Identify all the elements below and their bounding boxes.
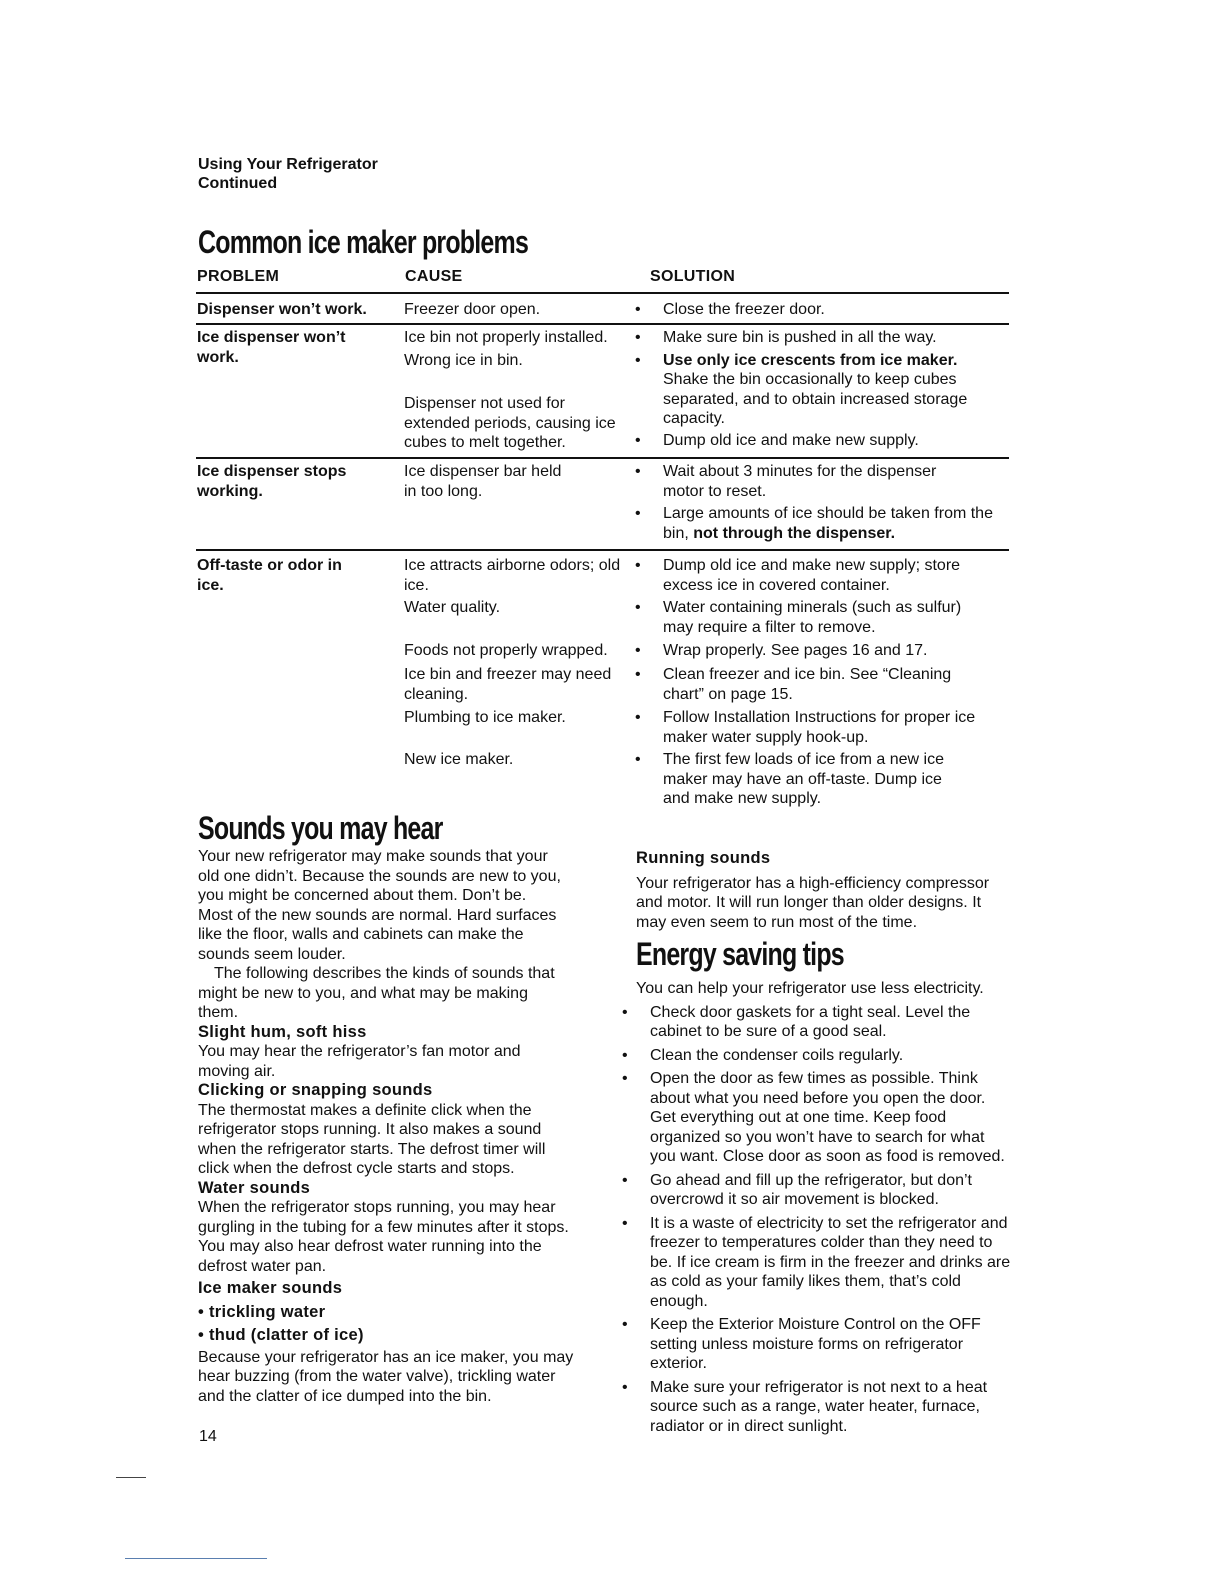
header-cause: CAUSE	[405, 268, 463, 285]
row4-solution-5: • Follow Installation Instructions for proper ice maker water supply hook-up.	[635, 709, 976, 746]
energy-tip: • Make sure your refrigerator is not next to a heat source such as a range, water heater, furnace, radiator or in direct sunlight.	[622, 1378, 988, 1435]
ice-sounds-bullet-2: • thud (clatter of ice)	[198, 1326, 364, 1344]
header-solution: SOLUTION	[650, 268, 736, 285]
row4-cause-2: Water quality.	[404, 599, 501, 616]
energy-tip: • It is a waste of electricity to set the refrigerator and freezer to temperatures colder than they need to be. If ice cream is firm in the freezer and drinks are as cold as your family likes them, that’s cold enough.	[622, 1214, 1011, 1310]
row4-cause-3: Foods not properly wrapped.	[404, 642, 608, 659]
row4-cause-1: Ice attracts airborne odors; old ice.	[404, 557, 621, 594]
sounds-intro-2: The following describes the kinds of sounds that might be new to you, and what may be making them.	[198, 965, 555, 1021]
scan-edge-line	[125, 1558, 267, 1559]
table-rule	[196, 549, 1009, 551]
energy-tip: • Clean the condenser coils regularly.	[622, 1046, 904, 1064]
header-problem: PROBLEM	[197, 268, 280, 285]
row1-problem: Dispenser won’t work.	[197, 301, 367, 318]
row3-cause: Ice dispenser bar held in too long.	[404, 463, 562, 500]
sounds-title: Sounds you may hear	[198, 810, 443, 846]
hum-text: You may hear the refrigerator’s fan motor and moving air.	[198, 1043, 521, 1080]
running-sounds	[636, 849, 1014, 932]
row4-cause-6: New ice maker.	[404, 751, 514, 768]
row2-problem: Ice dispenser won’t work.	[197, 329, 346, 366]
ice-sounds-bullet-1: • trickling water	[198, 1302, 326, 1321]
energy-tip: • Check door gaskets for a tight seal. Level the cabinet to be sure of a good seal.	[622, 1003, 971, 1040]
sounds-left-column	[198, 847, 574, 1406]
table-rule	[196, 323, 1009, 325]
row4-cause-4: Ice bin and freezer may need cleaning.	[404, 666, 612, 703]
energy-intro: You can help your refrigerator use less electricity.	[636, 980, 984, 997]
row1-cause: Freezer door open.	[404, 301, 541, 318]
table-rule	[196, 292, 1009, 294]
row2-cause-1: Ice bin not properly installed.	[404, 329, 608, 346]
energy-tip: • Keep the Exterior Moisture Control on the OFF setting unless moisture forms on refrigerator exterior.	[622, 1316, 981, 1372]
energy-tip: • Open the door as few times as possible. Think about what you need before you open the door. Get everything out at one time. Keep food organized so you won’t have to search for what you want. Close door as soon as food is removed.	[622, 1070, 1005, 1165]
sounds-intro: Your new refrigerator may make sounds that your old one didn’t. Because the sounds are new to you, you might be concerned about them. Don’t be. Most of the new sounds are normal. Hard surfaces like the floor, walls and cabinets can make the sounds seem louder.	[198, 848, 561, 963]
ice-sounds-heading: Ice maker sounds	[198, 1279, 343, 1297]
row3-problem: Ice dispenser stops working.	[197, 463, 347, 500]
running-heading: Running sounds	[636, 849, 771, 867]
row4-solution-6: • The first few loads of ice from a new ice maker may have an off-taste. Dump ice and make new supply.	[635, 751, 944, 807]
row4-solution-1: • Dump old ice and make new supply; store excess ice in covered container.	[635, 557, 961, 594]
ice-maker-title: Common ice maker problems	[198, 224, 529, 260]
page-number: 14	[199, 1428, 217, 1445]
row4-solution-3: • Wrap properly. See pages 16 and 17.	[635, 642, 928, 659]
ice-sounds-text: Because your refrigerator has an ice maker, you may hear buzzing (from the water valve), trickling water and the clatter of ice dumped into the bin.	[198, 1348, 574, 1405]
row2-solutions: • Make sure bin is pushed in all the way. • Use only ice crescents from ice maker. Shake the bin occasionally to keep cubes separated, and to obtain increased storage capacity. • Dump old ice and make new supply.	[635, 329, 968, 449]
energy-tips	[622, 979, 1014, 1436]
row4-cause-5: Plumbing to ice maker.	[404, 709, 566, 726]
row2-cause-3: Dispenser not used for extended periods, causing ice cubes to melt together.	[404, 395, 616, 451]
hum-heading: Slight hum, soft hiss	[198, 1022, 367, 1041]
row3-solutions: • Wait about 3 minutes for the dispenser motor to reset. • Large amounts of ice should be taken from the bin, not through the dispenser.	[635, 463, 993, 542]
row4-problem: Off-taste or odor in ice.	[197, 557, 342, 594]
running-head-continued: Continued	[198, 175, 278, 192]
energy-tip: • Go ahead and fill up the refrigerator, but don’t overcrowd it so air movement is blocked.	[622, 1171, 972, 1208]
row4-solution-2: • Water containing minerals (such as sulfur) may require a filter to remove.	[635, 599, 962, 636]
scan-mark	[116, 1477, 146, 1478]
energy-title: Energy saving tips	[636, 936, 844, 972]
running-head	[198, 155, 378, 193]
running-text: Your refrigerator has a high-efficiency compressor and motor. It will run longer than older designs. It may even seem to run most of the time.	[636, 874, 990, 931]
water-text: When the refrigerator stops running, you may hear gurgling in the tubing for a few minutes after it stops. You may also hear defrost water running into the defrost water pan.	[198, 1199, 569, 1275]
row4-solution-4: • Clean freezer and ice bin. See “Cleaning chart” on page 15.	[635, 666, 952, 703]
click-heading: Clicking or snapping sounds	[198, 1081, 433, 1099]
click-text: The thermostat makes a definite click when the refrigerator stops running. It also makes a sound when the refrigerator starts. The defrost timer will click when the defrost cycle starts and stops.	[198, 1101, 546, 1177]
water-heading: Water sounds	[198, 1178, 311, 1197]
running-head-title: Using Your Refrigerator	[198, 156, 378, 173]
row2-cause-2: Wrong ice in bin.	[404, 352, 523, 369]
table-rule	[196, 457, 1009, 459]
row1-solution: • Close the freezer door.	[635, 301, 825, 318]
